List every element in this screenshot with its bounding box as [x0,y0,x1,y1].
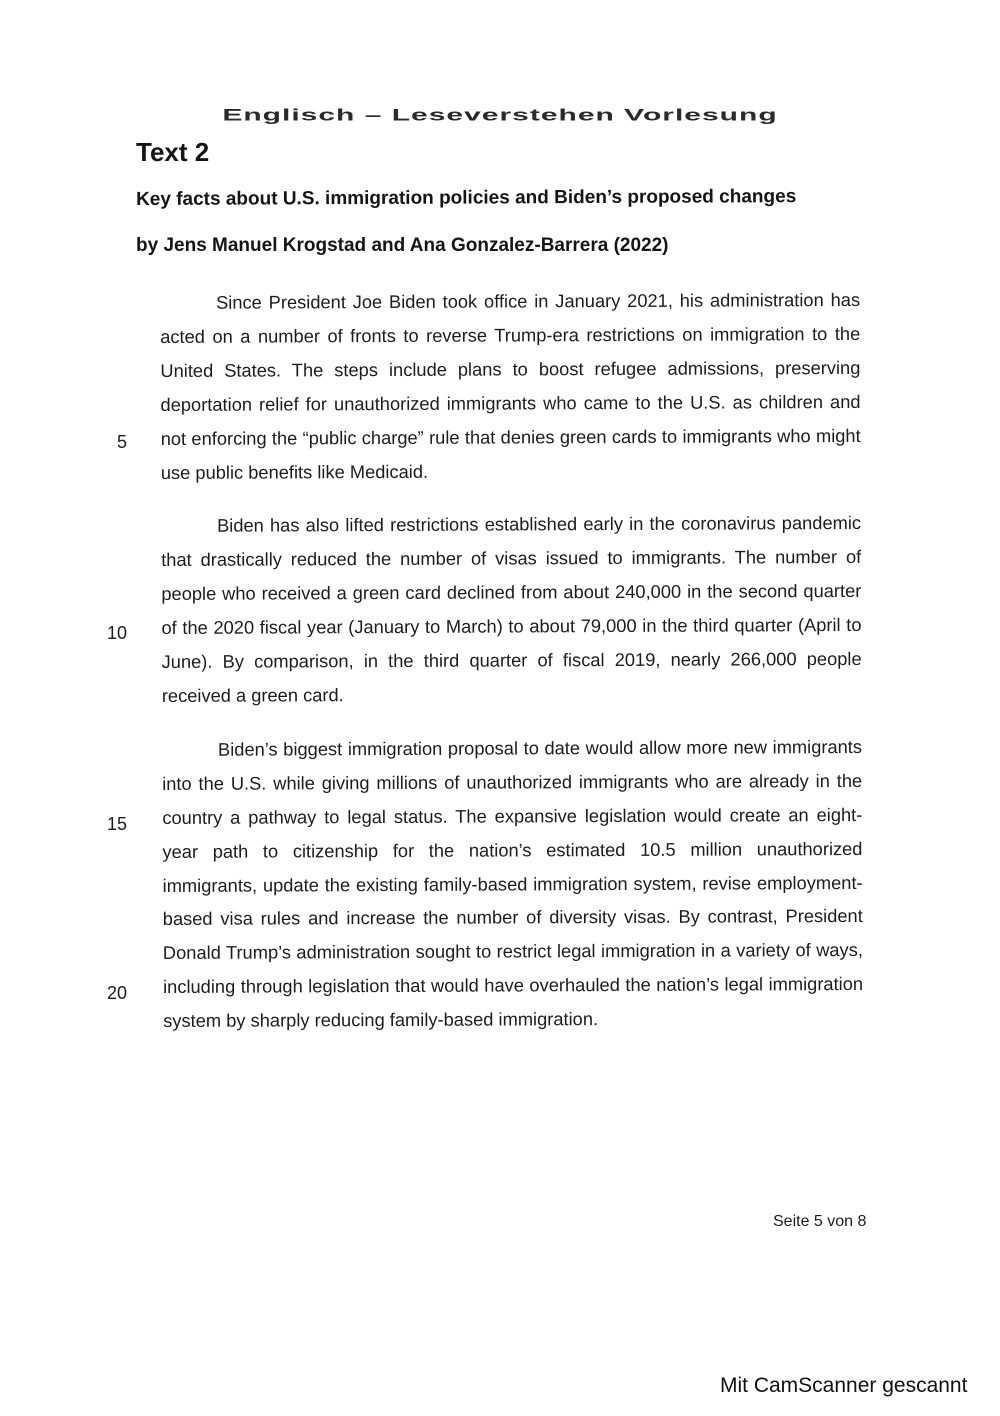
paragraph-2: Biden has also lifted restrictions established early in the coronavirus pandemic that drastically reduced the number of visas issued to immigrants. The number of people who received a green card declined from about 240,000 in the second quarter of the 2020 fiscal year (January to March) to about 79,000 in the third quarter (April to June). By comparison, in the third quarter of fiscal 2019, nearly 266,000 people received a green card. [161,512,862,706]
line-number-10: 10 [107,623,128,643]
line-number-5: 5 [117,432,128,452]
paragraph-1: Since President Joe Biden took office in January 2021, his administration has acted on a number of fronts to reverse Trump-era restrictions on immigration to the United States. The steps include plans to boost refugee admissions, preserving deportation relief for unauthorized immigrants who came to the U.S. as children and not enforcing the “public charge” rule that denies green cards to immigrants who might use public benefits like Medicaid. [160,288,861,483]
page-header-text: Englisch – Leseverstehen Vorlesung [222,106,778,124]
page-number: Seite 5 von 8 [773,1213,867,1230]
line-number-20: 20 [107,983,128,1003]
scanner-watermark: Mit CamScanner gescannt [720,1374,968,1397]
line-numbers [0,0,150,1416]
article-byline: by Jens Manuel Krogstad and Ana Gonzalez-Barrera (2022) [136,235,669,256]
line-number-15: 15 [107,814,128,834]
text-label: Text 2 [136,137,210,167]
article-headline: Key facts about U.S. immigration policies and Biden’s proposed changes [136,186,797,210]
article-body [160,283,863,1058]
page-header-fragment [0,92,1000,124]
paragraph-3: Biden’s biggest immigration proposal to date would allow more new immigrants into the U.S. while giving millions of unauthorized immigrants who are already in the country a pathway to legal status. The expansive legislation would create an eight-year path to citizenship for the nation’s estimated 10.5 million unauthorized immigrants, update the existing family-based immigration system, revise employment-based visa rules and increase the number of diversity visas. By contrast, President Donald Trump’s administration sought to restrict legal immigration in a variety of ways, including through legislation that would have overhauled the nation’s legal immigration system by sharply reducing family-based immigration. [162,735,864,1032]
